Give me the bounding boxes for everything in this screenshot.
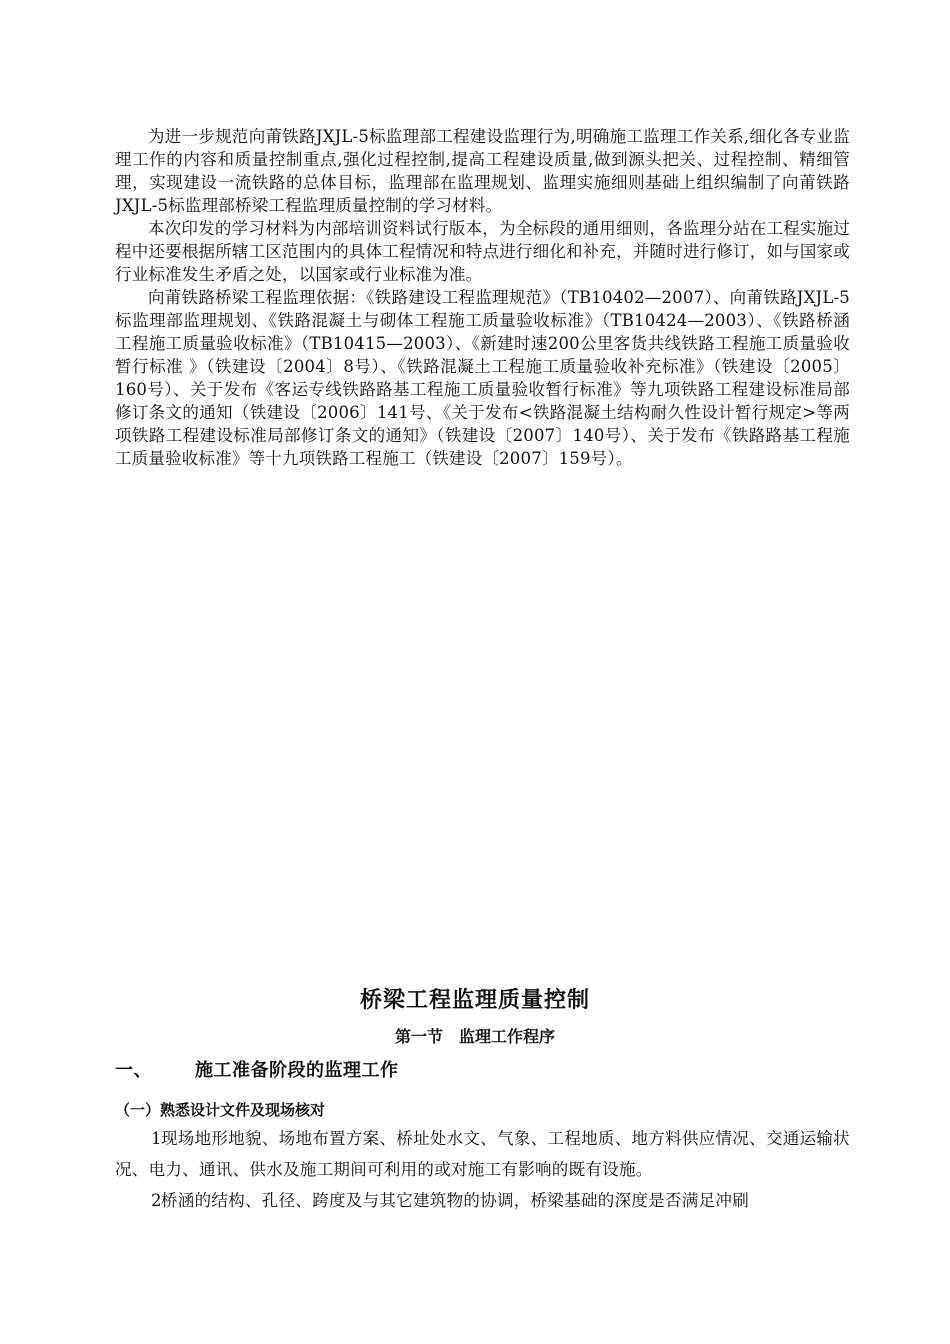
intro-paragraph: 本次印发的学习材料为内部培训资料试行版本，为全标段的通用细则，各监理分站在工程实施过程中还要根据所辖工区范围内的具体工程情况和特点进行细化和补充，并随时进行修订，如与国家或行业标准发生矛盾之处，以国家或行业标准为准。	[115, 219, 850, 284]
intro-paragraph: 为进一步规范向莆铁路JXJL-5标监理部工程建设监理行为,明确施工监理工作关系,细化各专业监理工作的内容和质量控制重点,强化过程控制,提高工程建设质量,做到源头把关、过程控制、精细管理，实现建设一流铁路的总体目标，监理部在监理规划、监理实施细则基础上组织编制了向莆铁路JXJL-5标监理部桥梁工程监理质量控制的学习材料。	[115, 127, 850, 215]
item-number: 2	[151, 1191, 162, 1210]
intro-section	[115, 125, 850, 470]
list-item	[115, 1185, 850, 1216]
section-title: 第一节 监理工作程序	[394, 1027, 555, 1046]
item-text: 桥涵的结构、孔径、跨度及与其它建筑物的协调，桥梁基础的深度是否满足冲刷	[161, 1191, 749, 1210]
heading-level-2: （一）熟悉设计文件及现场核对	[115, 1101, 326, 1119]
item-text: 现场地形地貌、场地布置方案、桥址处水文、气象、工程地质、地方料供应情况、交通运输状况、电力、通讯、供水及施工期间可利用的或对施工有影响的既有设施。	[115, 1129, 850, 1179]
heading-text: 施工准备阶段的监理工作	[195, 1060, 399, 1081]
intro-paragraph: 向莆铁路桥梁工程监理依据：《铁路建设工程监理规范》（TB10402—2007）、向莆铁路JXJL-5标监理部监理规划、《铁路混凝土与砌体工程施工质量验收标准》（TB10424—2003）、《铁路桥涵工程施工质量验收标准》（TB10415—2003）、《新建时速200公里客货共线铁路工程施工质量验收暂行标准 》（铁建设〔2004〕8号）、《铁路混凝土工程施工质量验收补充标准》（铁建设〔2005〕160号）、关于发布《客运专线铁路路基工程施工质量验收暂行标准》等九项铁路工程建设标准局部修订条文的通知（铁建设〔2006〕141号、《关于发布<铁路混凝土结构耐久性设计暂行规定>等两项铁路工程建设标准局部修订条文的通知》（铁建设〔2007〕140号）、关于发布《铁路路基工程施工质量验收标准》等十九项铁路工程施工（铁建设〔2007〕159号）。	[115, 288, 850, 468]
item-list	[115, 1123, 850, 1216]
item-number: 1	[151, 1129, 162, 1148]
list-item	[115, 1123, 850, 1185]
heading-number: 一、	[115, 1060, 152, 1081]
document-title: 桥梁工程监理质量控制	[359, 988, 590, 1013]
heading-level-1	[115, 1056, 399, 1082]
